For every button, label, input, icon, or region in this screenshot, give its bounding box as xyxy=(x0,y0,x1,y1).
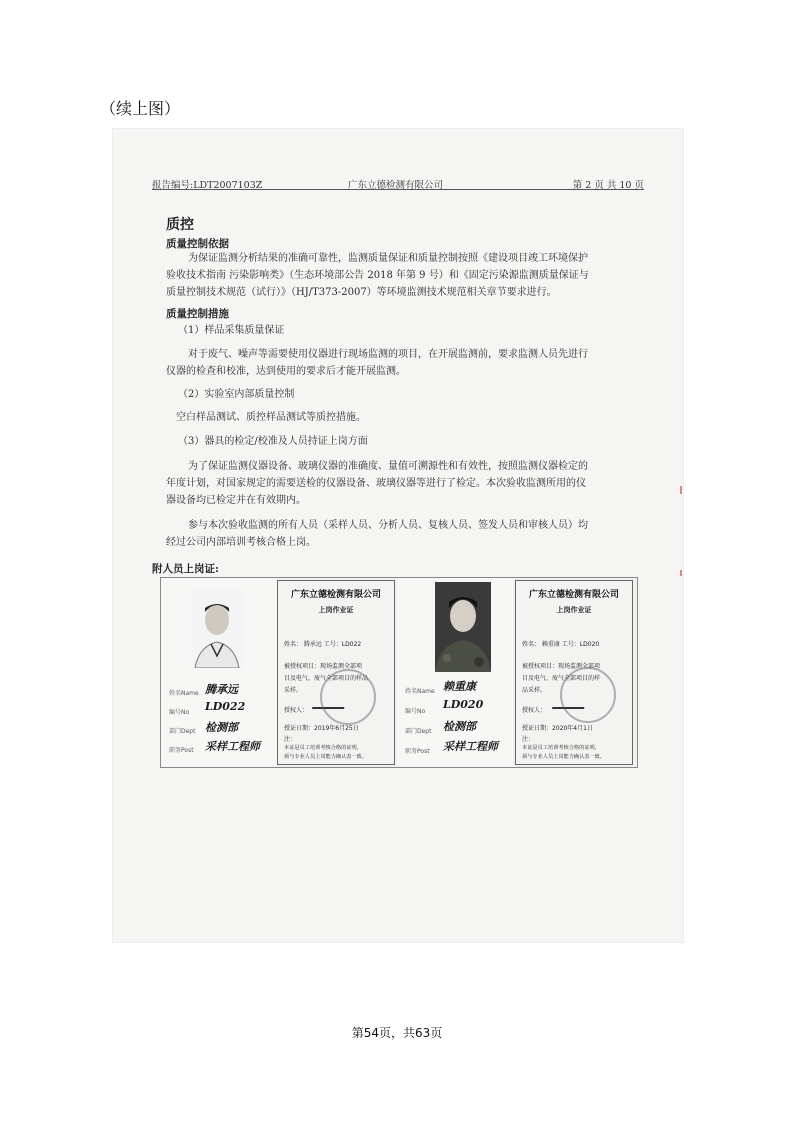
field-label-post-2: 职务Post xyxy=(405,748,430,755)
cert-scope-2b: 目及电气、废气全部项目的样 xyxy=(522,675,601,682)
cert-scope-1a: 被授权项目：现场监测全部项 xyxy=(284,663,363,670)
field-label-dept-2: 部门Dept xyxy=(405,728,432,735)
cert-scope-2c: 品采样。 xyxy=(522,687,547,694)
cert-auth-1: 授权人： xyxy=(284,707,309,714)
certificate-card-2 xyxy=(515,580,633,765)
cert-type-1: 上岗作业证 xyxy=(318,606,354,614)
edge-mark-1 xyxy=(680,486,682,494)
hand-name-1: 腾承远 xyxy=(205,683,238,696)
field-label-no-1: 编号No xyxy=(169,709,190,716)
item1-line-2: 仪器的检查和校准，达到使用的要求后才能开展监测。 xyxy=(166,366,406,377)
hand-dept-1: 检测部 xyxy=(205,721,238,734)
continuation-label: （续上图） xyxy=(100,99,181,118)
certificates-strip xyxy=(160,577,638,768)
section-title: 质控 xyxy=(166,217,194,233)
field-label-name-1: 姓名Name xyxy=(169,690,199,697)
field-label-name-2: 姓名Name xyxy=(405,688,435,695)
cert-company-1: 广东立德检测有限公司 xyxy=(290,590,381,600)
cert-scope-1b: 目及电气、废气全部项目的样品 xyxy=(284,675,369,682)
field-label-no-2: 编号No xyxy=(405,708,426,715)
hand-post-1: 采样工程师 xyxy=(205,740,260,753)
hand-id-2: LD020 xyxy=(443,698,484,711)
cert-date-1: 授证日期：2019年6月25日 xyxy=(284,725,359,732)
photo-card-1 xyxy=(161,578,277,767)
field-label-post-1: 职务Post xyxy=(169,747,194,754)
cert-auth-2: 授权人： xyxy=(522,707,547,714)
staff-line-1: 参与本次验收监测的所有人员（采样人员、分析人员、复核人员、签发人员和审核人员）均 xyxy=(188,520,588,531)
scanned-report-page xyxy=(112,128,684,943)
official-seal-1 xyxy=(320,669,376,725)
cert-note-2b: 须与专业人员上岗能力确认表一致。 xyxy=(522,754,606,760)
hand-post-2: 采样工程师 xyxy=(443,740,498,753)
basis-heading: 质量控制依据 xyxy=(166,238,229,250)
portrait-photo-1 xyxy=(191,590,243,668)
cert-note-head-1: 注： xyxy=(284,736,297,743)
report-pages: 第 2 页 共 10 页 xyxy=(572,180,644,191)
staff-line-2: 经过公司内部培训考核合格上岗。 xyxy=(166,537,316,548)
basis-line-2: 验收技术指南 污染影响类》（生态环境部公告 2018 年第 9 号）和《固定污染源监测质量保证与 xyxy=(166,270,589,281)
cert-name-line-1: 姓名： 腾承远 工号：LD022 xyxy=(284,641,362,648)
header-rule xyxy=(152,189,644,190)
item3-title: （3）器具的检定/校准及人员持证上岗方面 xyxy=(178,436,368,447)
page-footer: 第54页，共63页 xyxy=(351,1026,443,1040)
edge-mark-2 xyxy=(680,570,682,576)
cert-type-2: 上岗作业证 xyxy=(556,606,592,614)
item1-title: （1）样品采集质量保证 xyxy=(178,325,285,336)
photo-card-2 xyxy=(397,578,513,767)
cert-date-2: 授证日期：2020年4月1日 xyxy=(522,725,593,732)
cert-company-2: 广东立德检测有限公司 xyxy=(528,590,619,600)
measures-heading: 质量控制措施 xyxy=(166,308,229,320)
cert-scope-1c: 采样。 xyxy=(284,687,303,694)
item1-line-1: 对于废气、噪声等需要使用仪器进行现场监测的项目，在开展监测前，要求监测人员先进行 xyxy=(188,349,588,360)
item3-line-2: 年度计划，对国家规定的需要送检的仪器设备、玻璃仪器等进行了检定。本次验收监测所用的仪 xyxy=(166,478,586,489)
item3-line-1: 为了保证监测仪器设备、玻璃仪器的准确度、量值可溯源性和有效性，按照监测仪器检定的 xyxy=(188,461,588,472)
field-label-dept-1: 部门Dept xyxy=(169,728,196,735)
item2-line: 空白样品测试、质控样品测试等质控措施。 xyxy=(176,412,366,423)
cert-scope-2a: 被授权项目：现场监测全部项 xyxy=(522,663,601,670)
cert-note-head-2: 注： xyxy=(522,736,535,743)
attachment-label: 附人员上岗证: xyxy=(152,563,219,575)
basis-line-1: 为保证监测分析结果的准确可靠性，监测质量保证和质量控制按照《建设项目竣工环境保护 xyxy=(188,253,588,264)
hand-dept-2: 检测部 xyxy=(443,720,476,733)
hand-name-2: 赖重康 xyxy=(443,680,476,693)
basis-line-3: 质量控制技术规范（试行）》（HJ/T373-2007）等环境监测技术规范相关章节要求进行。 xyxy=(166,287,557,298)
report-company: 广东立德检测有限公司 xyxy=(348,180,444,191)
official-seal-2 xyxy=(560,667,616,723)
cert-note-1a: 本证是员工培训考核合格的证明， xyxy=(284,745,362,751)
item3-line-3: 器设备均已检定并在有效期内。 xyxy=(166,495,306,506)
report-number: 报告编号:LDT2007103Z xyxy=(152,180,263,191)
item2-title: （2）实验室内部质量控制 xyxy=(178,389,295,400)
hand-id-1: LD022 xyxy=(205,700,246,713)
portrait-photo-2 xyxy=(435,582,491,672)
cert-note-2a: 本证是员工培训考核合格的证明， xyxy=(522,745,600,751)
certificate-card-1 xyxy=(277,580,395,765)
cert-name-line-2: 姓名： 赖重康 工号：LD020 xyxy=(522,641,600,648)
cert-note-1b: 须与专业人员上岗能力确认表一致。 xyxy=(284,754,368,760)
